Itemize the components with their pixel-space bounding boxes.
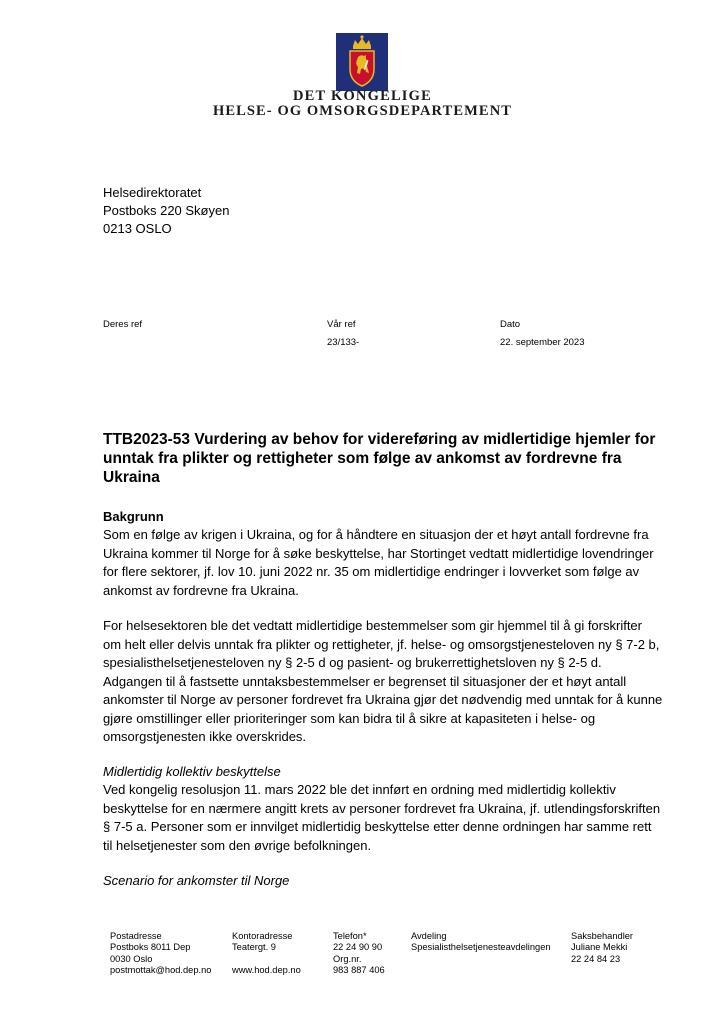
paragraph-kollektiv-1: Ved kongelig resolusjon 11. mars 2022 ble det innført en ordning med midlertidig kollektiv beskyttelse for en nærmere angitt krets av personer fordrevet fra Ukraina, jf. utlendingsforskriften § 7-5 a. Personer som er innvilget midlertidig beskyttelse etter denne ordningen har samme rett til helsetjenester som den øvrige befolkningen.: [103, 782, 661, 853]
var-ref-value: 23/133-: [327, 337, 360, 348]
footer-postadresse: Postadresse Postboks 8011 Dep 0030 Oslo postmottak@hod.dep.no: [110, 931, 212, 975]
deres-ref-label: Deres ref: [103, 319, 143, 330]
department-name-line1: DET KONGELIGE: [292, 88, 433, 104]
footer-kontoradresse-label: Kontoradresse: [232, 931, 293, 941]
paragraph-bakgrunn-2: For helsesektoren ble det vedtatt midlertidige bestemmelser som gir hjemmel til å gi forskrifter om helt eller delvis unntak fra plikter og rettigheter, jf. helse- og omsorgstjenesteloven ny § 7-2 b, spesialisthelsetjenesteloven ny § 2-5 d og pasient- og brukerrettighetsloven ny § 2-5 d. Adgangen til å fastsette unntaksbestemmelser er begrenset til situasjoner der et høyt antall ankomster til Norge av personer fordrevet fra Ukraina gjør det nødvendig med unntak for å kunne gjøre omstillinger eller prioriteringer som kan bidra til å sikre at kapasiteten i helse- og omsorgstjenesten ikke overskrides.: [103, 618, 663, 744]
footer-kontoradresse: Kontoradresse Teatergt. 9 www.hod.dep.no: [232, 931, 301, 975]
letter-subject: TTB2023-53 Vurdering av behov for videreføring av midlertidige hjemler for unntak fra plikter og rettigheter som følge av ankomst av fordrevne fra Ukraina: [103, 431, 656, 486]
royal-coat-of-arms-icon: [336, 33, 388, 91]
dato-label: Dato: [500, 319, 521, 330]
section-heading-kollektiv: Midlertidig kollektiv beskyttelse: [103, 764, 281, 779]
recipient-street: Postboks 220 Skøyen: [103, 203, 230, 218]
paragraph-bakgrunn-1: Som en følge av krigen i Ukraina, og for å håndtere en situasjon der et høyt antall fordrevne fra Ukraina kommer til Norge for å søke beskyttelse, har Stortinget vedtatt midlertidige lovendringer for flere sektorer, jf. lov 10. juni 2022 nr. 35 om midlertidige endringer i lovverket som følge av ankomst av fordrevne fra Ukraina.: [103, 527, 654, 598]
footer-saksbehandler-label: Saksbehandler: [571, 931, 634, 941]
footer-email: postmottak@hod.dep.no: [110, 964, 212, 975]
footer-saksbehandler: Saksbehandler Juliane Mekki 22 24 84 23: [571, 931, 634, 964]
footer-orgnr-label: Org.nr.: [333, 953, 362, 964]
footer-telefon-label: Telefon*: [333, 931, 367, 941]
var-ref-label: Vår ref: [327, 319, 356, 330]
section-heading-scenario: Scenario for ankomster til Norge: [103, 873, 290, 888]
dato-value: 22. september 2023: [500, 337, 585, 348]
recipient-name: Helsedirektoratet: [103, 185, 202, 200]
section-heading-bakgrunn: Bakgrunn: [103, 509, 164, 524]
footer-orgnr-value: 983 887 406: [333, 964, 385, 975]
department-name-line2: HELSE- OG OMSORGSDEPARTEMENT: [212, 103, 513, 119]
footer-telefon: Telefon* 22 24 90 90 Org.nr. 983 887 406: [333, 931, 385, 975]
footer-postadresse-label: Postadresse: [110, 931, 162, 941]
recipient-postcode-city: 0213 OSLO: [103, 221, 172, 236]
footer-avdeling-label: Avdeling: [411, 931, 447, 941]
footer-website: www.hod.dep.no: [232, 964, 301, 975]
recipient-address: [103, 184, 229, 238]
footer-avdeling: Avdeling Spesialisthelsetjenesteavdelingen: [411, 931, 551, 953]
